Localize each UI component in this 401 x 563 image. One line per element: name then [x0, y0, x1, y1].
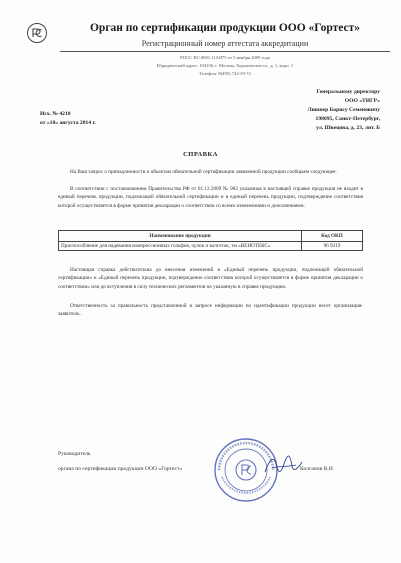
outgoing-number: Исх. № 4210 — [40, 111, 71, 117]
paragraph-responsibility: Ответственность за правильность представленной в запросе информации по идентификации продукции несет организация-заявитель. — [58, 303, 363, 318]
paragraph-decree: В соответствии с постановлением Правительства РФ от 01.12.2009 № 982 указанная в настоящей справке продукция не входит в единый перечень продукции, подлежащей обязательной сертификации и в единый перечень продукции, подтверждение соответствия которой осуществляется в форме принятия декларации о соответствии со всеми изменениями и дополнениями. — [58, 186, 363, 209]
handwritten-signature-icon — [262, 452, 304, 480]
phone-line: Телефон: 8(495) 742-39-72 — [199, 71, 251, 76]
product-name-cell: Приспособление для надевания компрессионных гольфов, чулок и колготок, тм «ВЕНОТЕКС» — [59, 242, 302, 251]
column-header-name: Наименование продукции — [59, 231, 302, 242]
signatory-name: Колганов В.И. — [300, 466, 335, 472]
paragraph-validity: Настоящая справка действительна до внесения изменений в «Единый перечень продукции, подлежащей обязательной сертификации» и «Единый перечень продукции, подтверждение соответствия которой осуществляется в форме принятия декларации о соответствии» или до вступления в силу технических регламентов на указанную в справке продукцию. — [58, 267, 363, 290]
product-table — [58, 230, 363, 251]
column-header-code: Код ОКП — [302, 231, 363, 242]
signatory-role: Руководитель — [58, 451, 91, 457]
addressee-position: Генеральному директору — [316, 89, 380, 95]
product-code-cell: 96 9319 — [302, 242, 363, 251]
table-header-row — [59, 231, 363, 242]
legal-address: Юридический адрес: 194156, г. Москва, Хорошевское ш., д. 1, корп. 1 — [156, 63, 294, 68]
document-heading: СПРАВКА — [183, 151, 218, 158]
outgoing-date: от «18» августа 2014 г. — [40, 120, 96, 126]
header-divider — [60, 51, 390, 52]
signatory-organization: органа по сертификации продукции ООО «Гортест» — [58, 466, 183, 472]
reference-block — [40, 110, 96, 128]
registration-caption: Регистрационный номер аттестата аккредитации — [141, 39, 309, 48]
addressee-name: Лившер Борису Семеновичу — [307, 107, 380, 113]
addressee-block — [230, 88, 380, 133]
accreditation-number: РОСС RU.0001.11АЯ75 от 5 ноября 2009 года — [180, 55, 270, 60]
addressee-street: ул. Швецова, д. 23, лит. Б — [316, 125, 380, 131]
addressee-city: 198095, Санкт-Петербург, — [315, 116, 380, 122]
table-row — [59, 242, 363, 251]
organization-title: Орган по сертификации продукции ООО «Гортест» — [89, 22, 360, 34]
addressee-company: ООО «ТИГР» — [344, 98, 380, 104]
paragraph-request: На Ваш запрос о принадлежности к объектам обязательной сертификации заявленной продукции сообщаем следующее: — [70, 169, 337, 175]
certification-logo-icon — [26, 22, 48, 44]
